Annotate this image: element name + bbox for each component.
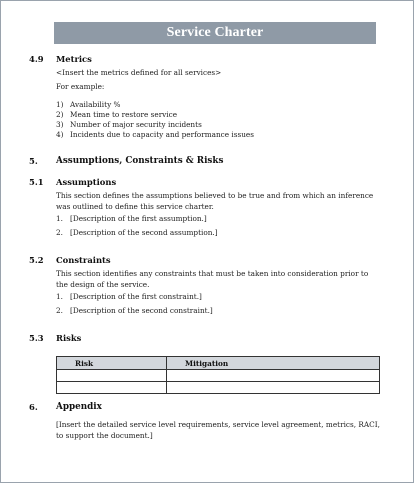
- risks-table-header-row: [57, 357, 380, 370]
- section-number-risks: 5.3: [29, 333, 44, 343]
- risks-table-cell: [57, 382, 167, 394]
- metrics-list-item: 2) Mean time to restore service: [56, 110, 178, 119]
- metrics-list-item: 3) Number of major security incidents: [56, 120, 202, 129]
- risks-table-header-risk: Risk: [57, 357, 167, 370]
- section-heading-risks: Risks: [56, 333, 82, 343]
- metrics-instruction: <Insert the metrics defined for all services>: [56, 68, 222, 77]
- table-row: [57, 370, 380, 382]
- metrics-list-item: 1) Availability %: [56, 100, 121, 109]
- constraints-list-item: 2. [Description of the second constraint.]: [56, 306, 213, 315]
- section-number-acr: 5.: [29, 156, 38, 166]
- appendix-body: [Insert the detailed service level requirements, service level agreement, metrics, RACI, to support the document.]: [56, 420, 380, 440]
- risks-table-cell: [167, 370, 380, 382]
- page-title: Service Charter: [54, 22, 376, 44]
- section-heading-assumptions: Assumptions: [56, 177, 117, 187]
- assumptions-list-item: 2. [Description of the second assumption.]: [56, 228, 218, 237]
- section-number-assumptions: 5.1: [29, 177, 44, 187]
- table-row: [57, 382, 380, 394]
- assumptions-list-item: 1. [Description of the first assumption.]: [56, 214, 207, 223]
- section-number-constraints: 5.2: [29, 255, 44, 265]
- assumptions-body: This section defines the assumptions believed to be true and from which an inference was outlined to define this service charter.: [56, 191, 374, 211]
- constraints-list-item: 1. [Description of the first constraint.]: [56, 292, 202, 301]
- metrics-list-item: 4) Incidents due to capacity and performance issues: [56, 130, 254, 139]
- metrics-example-label: For example:: [56, 82, 105, 91]
- risks-table: [56, 356, 380, 394]
- risks-table-header-mitigation: Mitigation: [167, 357, 380, 370]
- risks-table-cell: [57, 370, 167, 382]
- risks-table-cell: [167, 382, 380, 394]
- section-heading-acr: Assumptions, Constraints & Risks: [56, 156, 224, 166]
- constraints-body: This section identifies any constraints that must be taken into consideration prior to the design of the service.: [56, 269, 369, 289]
- section-number-metrics: 4.9: [29, 54, 44, 64]
- section-number-appendix: 6.: [29, 402, 38, 412]
- section-heading-metrics: Metrics: [56, 54, 92, 64]
- section-heading-appendix: Appendix: [56, 402, 102, 412]
- section-heading-constraints: Constraints: [56, 255, 111, 265]
